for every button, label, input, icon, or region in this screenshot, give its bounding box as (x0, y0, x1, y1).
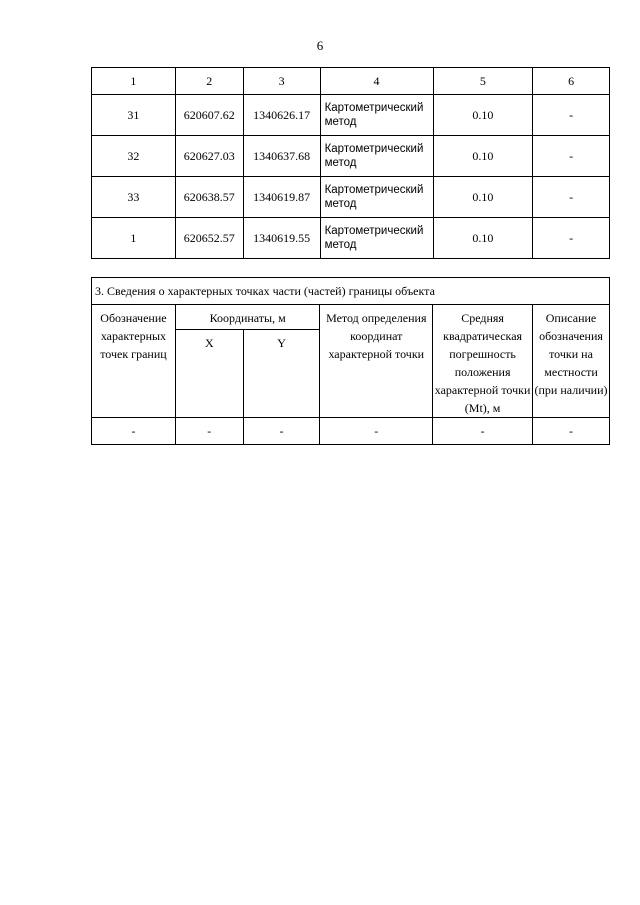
table-header-row (92, 68, 610, 95)
coord-x: 620627.03 (175, 136, 243, 177)
method: Картометрический метод (320, 136, 433, 177)
boundary-points-table (91, 67, 610, 259)
col-y-header: Y (243, 330, 320, 418)
coord-x: 620652.57 (175, 218, 243, 259)
description: - (533, 95, 610, 136)
error-value: 0.10 (433, 136, 533, 177)
description: - (533, 177, 610, 218)
coord-x: 620638.57 (175, 177, 243, 218)
table-cell: - (533, 418, 610, 445)
table-header-row (92, 305, 610, 330)
header-cell: 4 (320, 68, 433, 95)
point-id: 32 (92, 136, 176, 177)
coord-y: 1340637.68 (243, 136, 320, 177)
header-cell: 3 (243, 68, 320, 95)
table-row (92, 418, 610, 445)
table-cell: - (175, 418, 243, 445)
description: - (533, 218, 610, 259)
coord-y: 1340619.87 (243, 177, 320, 218)
section-title: 3. Сведения о характерных точках части (частей) границы объекта (92, 278, 610, 305)
table-row (92, 218, 610, 259)
header-cell: 5 (433, 68, 533, 95)
col-description-header: Описание обозначения точки на местности (при наличии) (533, 305, 610, 418)
col-x-header: X (175, 330, 243, 418)
page-number: 6 (316, 38, 324, 53)
error-value: 0.10 (433, 95, 533, 136)
coord-y: 1340626.17 (243, 95, 320, 136)
col-error-header: Средняя квадратическая погрешность положения характерной точки (Mt), м (433, 305, 533, 418)
part-boundary-points-table (91, 277, 610, 445)
table-row (92, 95, 610, 136)
point-id: 33 (92, 177, 176, 218)
table-cell: - (433, 418, 533, 445)
table-cell: - (243, 418, 320, 445)
table-cell: - (320, 418, 433, 445)
point-id: 1 (92, 218, 176, 259)
table-cell: - (92, 418, 176, 445)
header-cell: 6 (533, 68, 610, 95)
header-cell: 2 (175, 68, 243, 95)
method: Картометрический метод (320, 177, 433, 218)
coord-x: 620607.62 (175, 95, 243, 136)
method: Картометрический метод (320, 218, 433, 259)
table-row (92, 136, 610, 177)
error-value: 0.10 (433, 218, 533, 259)
description: - (533, 136, 610, 177)
method: Картометрический метод (320, 95, 433, 136)
table-row (92, 177, 610, 218)
header-cell: 1 (92, 68, 176, 95)
col-method-header: Метод определения координат характерной точки (320, 305, 433, 418)
error-value: 0.10 (433, 177, 533, 218)
col-coordinates-header: Координаты, м (175, 305, 320, 330)
coord-y: 1340619.55 (243, 218, 320, 259)
point-id: 31 (92, 95, 176, 136)
col-designation-header: Обозначение характерных точек границ (92, 305, 176, 418)
